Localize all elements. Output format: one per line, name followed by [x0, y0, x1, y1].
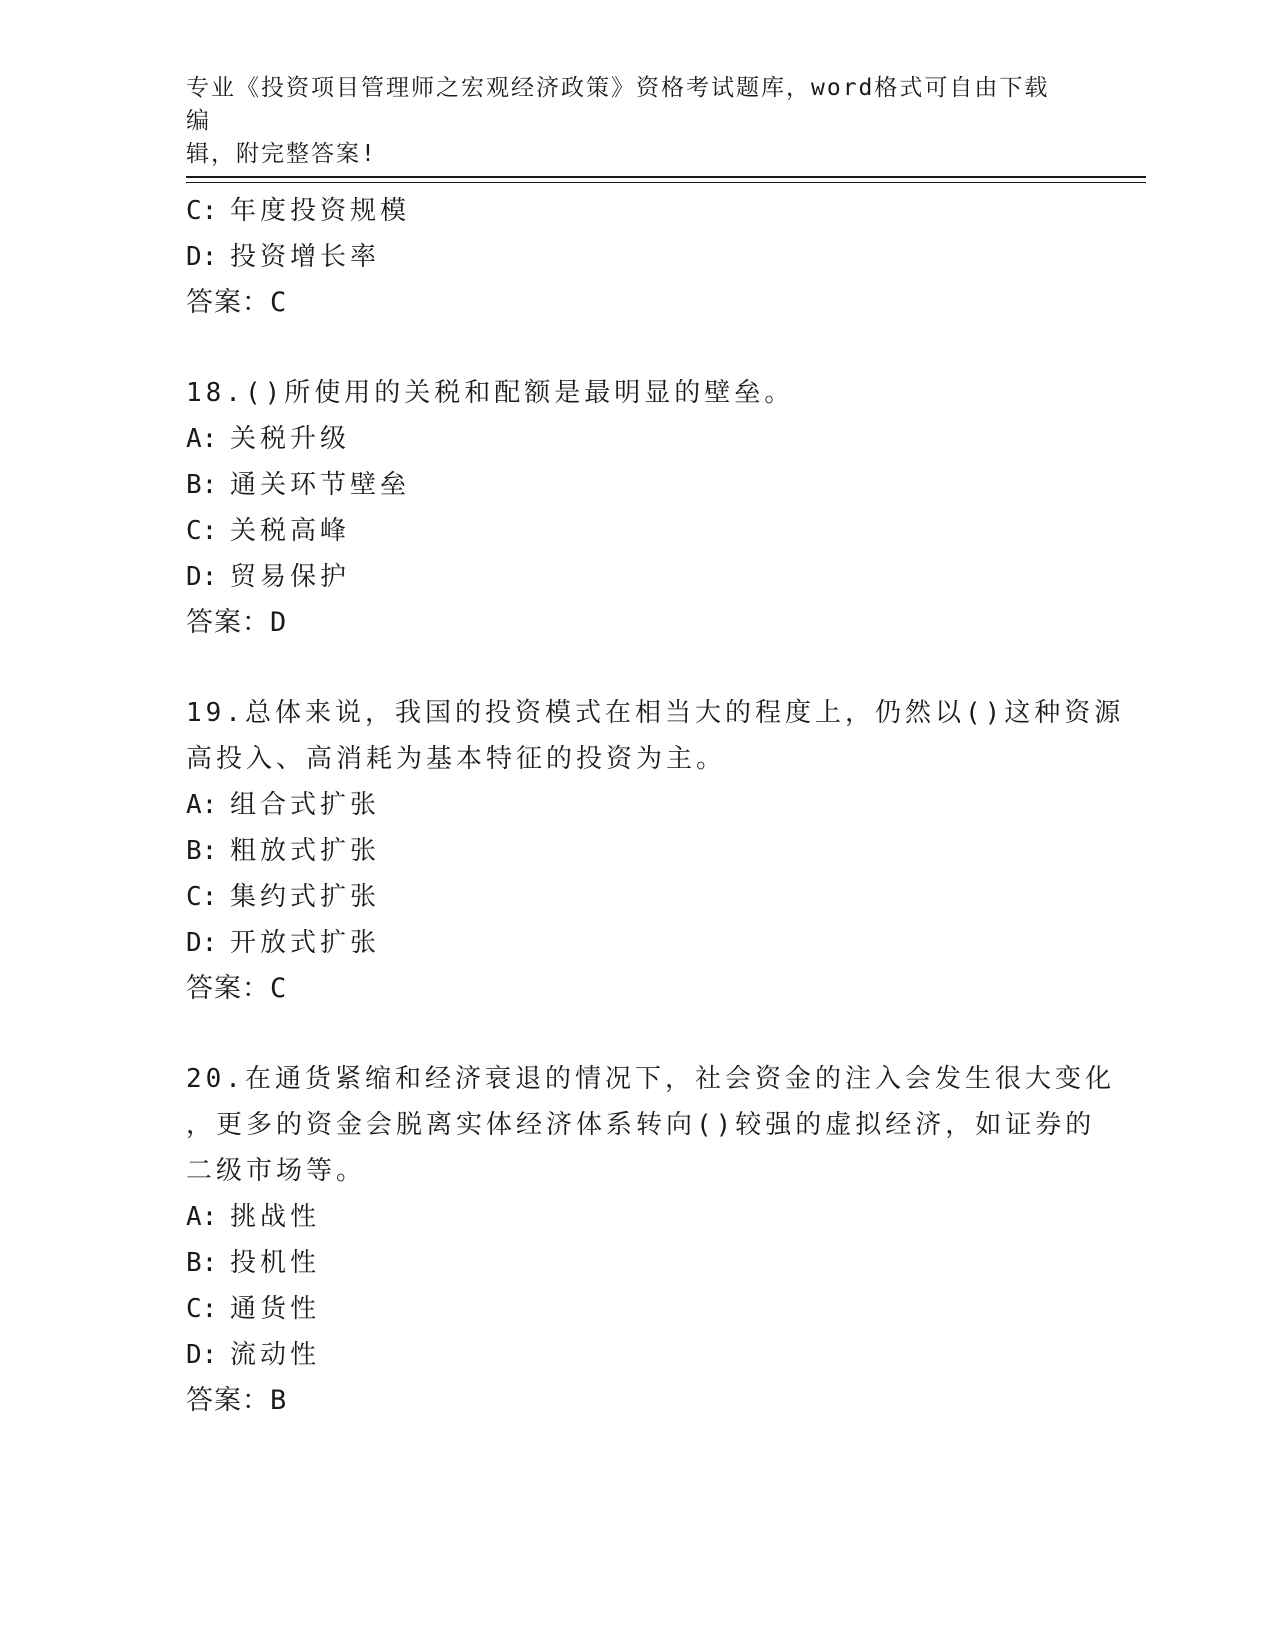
option-letter: B: [186, 470, 218, 500]
option-d [186, 234, 1086, 280]
option-d [186, 1332, 1086, 1378]
answer-line [186, 600, 1086, 646]
option-a [186, 1194, 1086, 1240]
option-letter: A: [186, 1202, 218, 1232]
option-b [186, 462, 1086, 508]
answer-label: 答案： [186, 287, 270, 318]
option-c [186, 508, 1086, 554]
option-letter: A: [186, 424, 218, 454]
option-letter: B: [186, 836, 218, 866]
option-a [186, 416, 1086, 462]
option-text: 投机性 [230, 1248, 321, 1278]
header-rule-thin [186, 182, 1146, 183]
header-line-1: 专业《投资项目管理师之宏观经济政策》资格考试题库，word格式可自由下载编 [186, 75, 1050, 134]
question-stem-line: 18.()所使用的关税和配额是最明显的壁垒。 [186, 378, 795, 408]
question-20 [186, 1056, 1115, 1424]
question-stem-line: 19.总体来说，我国的投资模式在相当大的程度上，仍然以()这种资源 [186, 698, 1125, 728]
question-18 [186, 370, 1086, 646]
question-stem-line: 二级市场等。 [186, 1156, 367, 1186]
option-text: 开放式扩张 [230, 928, 381, 958]
question-stem-line: ，更多的资金会脱离实体经济体系转向()较强的虚拟经济，如证券的 [186, 1110, 1096, 1140]
answer-value: B [270, 1385, 288, 1416]
option-text: 通货性 [230, 1294, 321, 1324]
option-text: 投资增长率 [230, 242, 381, 272]
option-letter: C: [186, 1294, 218, 1324]
option-text: 贸易保护 [230, 562, 351, 592]
option-c [186, 1286, 1086, 1332]
option-letter: D: [186, 242, 218, 272]
answer-label: 答案： [186, 973, 270, 1004]
option-b [186, 1240, 1086, 1286]
header-rule [186, 176, 1146, 178]
header-line-2: 辑，附完整答案! [186, 141, 377, 167]
option-letter: D: [186, 562, 218, 592]
option-c [186, 188, 1086, 234]
option-text: 流动性 [230, 1340, 321, 1370]
answer-label: 答案： [186, 1385, 270, 1416]
option-b [186, 828, 1086, 874]
question-list [186, 188, 1125, 1424]
option-text: 粗放式扩张 [230, 836, 381, 866]
answer-value: D [270, 607, 288, 638]
option-text: 关税升级 [230, 424, 351, 454]
option-text: 组合式扩张 [230, 790, 381, 820]
question-stem-line: 20.在通货紧缩和经济衰退的情况下，社会资金的注入会发生很大变化 [186, 1064, 1115, 1094]
option-c [186, 874, 1086, 920]
document-header [186, 72, 1066, 171]
continued-question [186, 188, 1086, 326]
option-text: 挑战性 [230, 1202, 321, 1232]
answer-value: C [270, 973, 288, 1004]
question-19 [186, 690, 1125, 1012]
option-d [186, 920, 1086, 966]
option-letter: C: [186, 882, 218, 912]
option-letter: D: [186, 1340, 218, 1370]
answer-label: 答案： [186, 607, 270, 638]
option-letter: D: [186, 928, 218, 958]
option-text: 年度投资规模 [230, 196, 411, 226]
answer-line [186, 1378, 1086, 1424]
option-d [186, 554, 1086, 600]
option-letter: C: [186, 196, 218, 226]
answer-line [186, 966, 1086, 1012]
option-text: 集约式扩张 [230, 882, 381, 912]
option-a [186, 782, 1086, 828]
option-letter: A: [186, 790, 218, 820]
option-text: 通关环节壁垒 [230, 470, 411, 500]
option-letter: C: [186, 516, 218, 546]
answer-value: C [270, 287, 288, 318]
question-stem-line: 高投入、高消耗为基本特征的投资为主。 [186, 744, 727, 774]
option-text: 关税高峰 [230, 516, 351, 546]
answer-line [186, 280, 1086, 326]
option-letter: B: [186, 1248, 218, 1278]
